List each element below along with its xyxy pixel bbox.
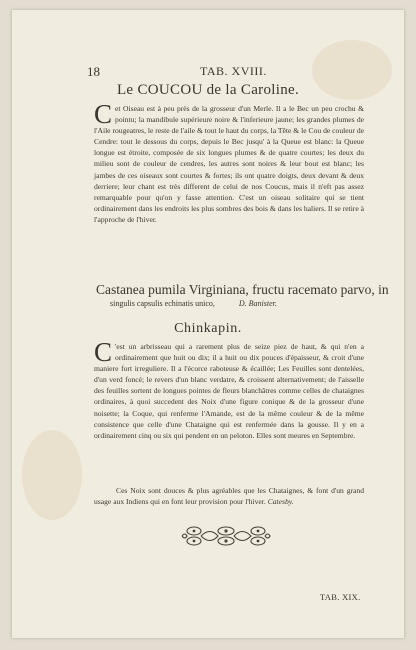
citation: Catesby. xyxy=(267,497,294,507)
plate-reference-bottom: TAB. XIX. xyxy=(320,592,361,602)
plant-description-2 xyxy=(94,485,364,507)
plant-description xyxy=(94,337,364,441)
page-number: 18 xyxy=(87,64,100,79)
plant-latin-sub: singulis capsulis echinatis unico, xyxy=(110,299,215,308)
bird-description xyxy=(94,99,364,225)
plate-reference-top: TAB. XVIII. xyxy=(200,64,267,78)
plant-text-2: Ces Noix sont douces & plus agréables que les Chataignes, & font d'un grand usage aux Indiens qui en font leur provision pour l'hiver. xyxy=(94,486,364,507)
plant-text: 'est un arbrisseau qui a rarement plus de seize piez de haut, & qui n'en a ordinairement que huit ou dix; il a huit ou dix pouces d'épaisseur, & croit d'une maniere fort irreguliere. Il a l'écorce raboteuse & écaillée; Les Feuilles sont dentelées, d'un verd foncé; le revers d'un blanc verdatre, & croissent alternativement; de l'aisselle des feuilles sortent de longues pointes de fleurs blanchâtres comme celles de chataignes ordinaires, à quoi succedent des Noix d'une figure conique & de la grosseur d'une noisette; la Coque, qui renferme l'Amande, est de la même couleur & de la même consistence que celle d'une Chataigne qui est renfermée dans la gousse. Il y en a ordinairement cinq ou six qui pendent en un peloton. Elles sont meures en Septembre. xyxy=(94,342,364,440)
plant-title: Chinkapin. xyxy=(174,321,242,336)
plant-latin-name: Castanea pumila Virginiana, fructu racemato parvo, in xyxy=(96,282,389,297)
drop-cap: C xyxy=(94,337,113,367)
paper-stain xyxy=(22,430,82,520)
plant-author: D. Banister. xyxy=(238,299,277,308)
bird-title: Le COUCOU de la Caroline. xyxy=(116,82,300,98)
drop-cap: C xyxy=(94,99,113,129)
bird-text: et Oiseau est à peu près de la grosseur d'un Merle. Il a le Bec un peu crochu & pointu; la mandibule supérieure noire & l'inferieure jaune; les grandes plumes de l'Aile rougeatres, le reste de l'aile & tout le haut du corps, la Tête & le Cou de couleur de Cendre: tout le dessous du corps, depuis le Bec jusqu' à la Queue est blanc: la Queue longue est étroite, composée de six longues plumes & de quatre courtes; les deux du milieu sont de couleur de cendres, les autres sont noires & leur bout est blanc; les jambes de ces oiseaux sont courtes & fortes; ils ont quatre doigts, deux devant & deux derriere; leur chant est très different de celui de nos Coucus, mais il n'eft pas assez remarquable pour qu'on y fasse attention. C'est un oiseau solitaire qui se tient ordinairement dans les endroits les plus sombres des bois & dans les haliers. Il se retire à l'approche de l'hiver. xyxy=(94,104,364,224)
ornament-icon xyxy=(180,523,272,549)
plant-latin-subtitle xyxy=(110,299,277,308)
